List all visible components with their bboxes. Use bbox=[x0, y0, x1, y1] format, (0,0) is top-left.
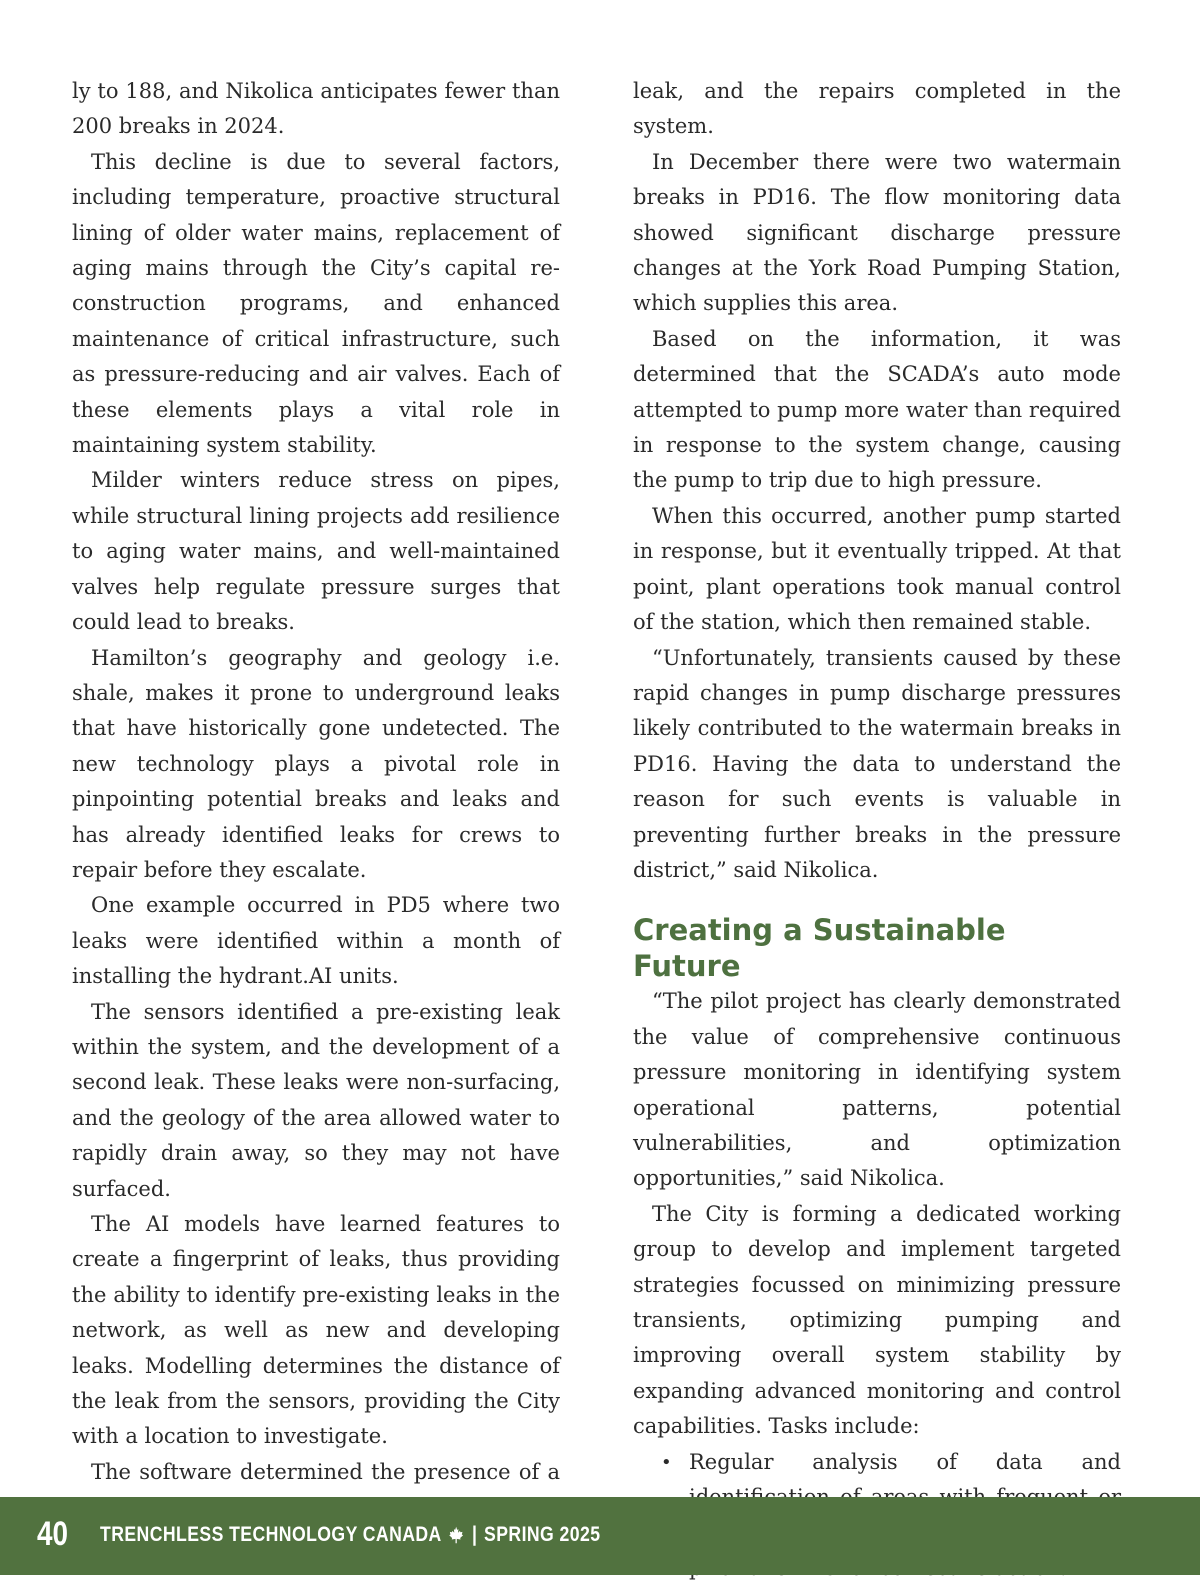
body-paragraph: The City is forming a dedicated working group to develop and implement targeted strategies focussed on minimizing pressure transients, optimizing pumping and improving overall system stability by expanding advanced monitoring and control capabilities. Tasks include: bbox=[633, 1201, 1121, 1439]
bullet-icon: • bbox=[661, 1451, 672, 1473]
body-paragraph: Based on the information, it was determined that the SCADA’s auto mode attempted to pump more water than required in response to the system change, causing the pump to trip due to high pressure. bbox=[633, 326, 1121, 493]
body-paragraph: The software determined the presence of a bbox=[91, 1459, 560, 1484]
page-number: 40 bbox=[37, 1515, 69, 1553]
body-paragraph: ly to 188, and Nikolica anticipates fewer than 200 breaks in 2024. bbox=[72, 79, 560, 139]
body-paragraph: The sensors identified a pre-existing leak within the system, and the development of a second leak. These leaks were non-surfacing, and the geology of the area allowed water to rapidly drain away, so they may not have surfaced. bbox=[72, 999, 560, 1201]
body-paragraph: leak, and the repairs completed in the system. bbox=[633, 79, 1121, 139]
maple-leaf-icon bbox=[448, 1526, 463, 1544]
body-paragraph: In December there were two watermain breaks in PD16. The flow monitoring data showed significant discharge pressure changes at the York Road Pumping Station, which supplies this area. bbox=[633, 149, 1121, 316]
body-paragraph: One example occurred in PD5 where two leaks were identified within a month of installing the hydrant.AI units. bbox=[72, 893, 560, 989]
right-column bbox=[633, 74, 1121, 1586]
list-item-text: Regular analysis of data and bbox=[689, 1449, 1121, 1474]
body-paragraph: The AI models have learned features to create a fingerprint of leaks, thus providing the ability to identify pre-existing leaks in the network, as well as new and developing leaks. Modelling determines the distance of the leak from the sensors, providing the City with a location to investigate. bbox=[72, 1212, 560, 1449]
body-paragraph: Milder winters reduce stress on pipes, while structural lining projects add resilience to aging water mains, and well-maintained valves help regulate pressure surges that could lead to breaks. bbox=[72, 468, 560, 635]
body-paragraph: “The pilot project has clearly demonstrated the value of comprehensive continuous pressure monitoring in identifying system operational patterns, potential vulnerabilities, and optimization opportunities,” said Nikolica. bbox=[633, 989, 1121, 1191]
body-paragraph: Hamilton’s geography and geology i.e. shale, makes it prone to underground leaks that have historically gone undetected. The new technology plays a pivotal role in pinpointing potential breaks and leaks and has already identified leaks for crews to repair before they escalate. bbox=[72, 645, 560, 882]
separator: | bbox=[471, 1523, 478, 1546]
publication-line bbox=[100, 1523, 600, 1547]
publication-name: TRENCHLESS TECHNOLOGY CANADA bbox=[100, 1523, 442, 1546]
issue-label: SPRING 2025 bbox=[484, 1523, 601, 1546]
body-paragraph: “Unfortunately, transients caused by these rapid changes in pump discharge pressures likely contributed to the watermain breaks in PD16. Having the data to understand the reason for such events is valuable in preventing further breaks in the pressure district,” said Nikolica. bbox=[633, 645, 1121, 882]
page-footer bbox=[0, 1497, 1200, 1575]
section-heading: Creating a Sustainable Future bbox=[633, 913, 1006, 984]
body-paragraph: This decline is due to several factors, including temperature, proactive structural lining of older water mains, replacement of aging mains through the City’s capital re-construction programs, and enhanced maintenance of critical infrastructure, such as pressure-reducing and air valves. Each of these elements plays a vital role in maintaining system stability. bbox=[72, 149, 560, 458]
body-paragraph: When this occurred, another pump started in response, but it eventually tripped. At that point, plant operations took manual control of the station, which then remained stable. bbox=[633, 503, 1121, 635]
left-column bbox=[72, 74, 560, 1526]
